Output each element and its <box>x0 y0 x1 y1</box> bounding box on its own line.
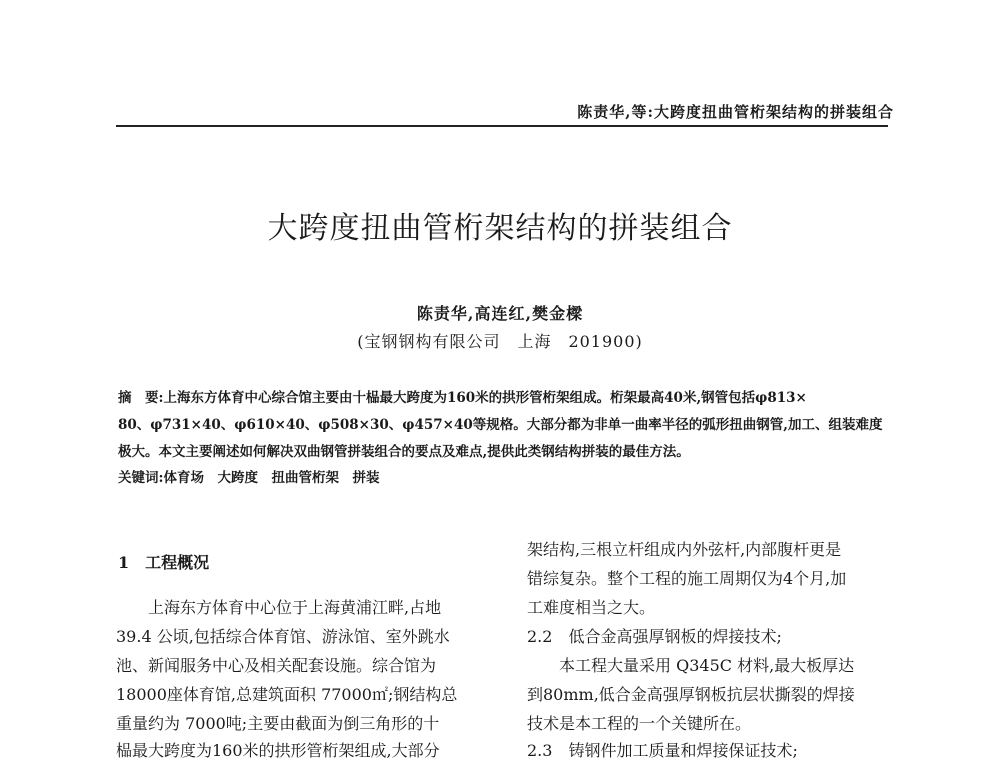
abstract-line-1: 摘 要:上海东方体育中心综合馆主要由十榀最大跨度为160米的拱形管桁架组成。桁架最高40米,钢管包括φ813× <box>118 390 807 406</box>
abstract-line-3: 极大。本文主要阐述如何解决双曲钢管拼装组合的要点及难点,提供此类钢结构拼装的最佳方法。 <box>118 444 690 460</box>
subsection-heading: 2.3 铸钢件加工质量和焊接保证技术; <box>527 741 798 760</box>
author-list: 陈责华,高连红,樊金樑 <box>416 304 584 323</box>
section-heading-1: 1 工程概况 <box>118 553 210 572</box>
left-text-line: 上海东方体育中心位于上海黄浦江畔,占地 <box>116 598 442 617</box>
abstract-line-2: 80、φ731×40、φ610×40、φ508×30、φ457×40等规格。大部分都为非单一曲率半径的弧形扭曲钢管,加工、组装难度 <box>118 417 883 433</box>
header-rule <box>116 125 888 127</box>
left-text-line: 池、新闻服务中心及相关配套设施。综合馆为 <box>116 656 437 675</box>
running-header: 陈责华,等:大跨度扭曲管桁架结构的拼装组合 <box>577 103 894 121</box>
affiliation: (宝钢钢构有限公司 上海 201900) <box>357 332 643 351</box>
left-text-line: 榀最大跨度为160米的拱形管桁架组成,大部分 <box>116 741 440 760</box>
left-text-line: 18000座体育馆,总建筑面积 77000㎡;钢结构总 <box>116 685 458 704</box>
right-text-line: 本工程大量采用 Q345C 材料,最大板厚达 <box>527 656 855 675</box>
left-text-line: 重量约为 7000吨;主要由截面为倒三角形的十 <box>116 714 440 733</box>
subsection-heading: 2.2 低合金高强厚钢板的焊接技术; <box>527 627 782 646</box>
paper-title: 大跨度扭曲管桁架结构的拼装组合 <box>267 211 733 246</box>
right-text-line: 工难度相当之大。 <box>527 598 656 617</box>
right-text-line: 到80mm,低合金高强厚钢板抗层状撕裂的焊接 <box>527 685 855 704</box>
right-text-line: 错综复杂。整个工程的施工周期仅为4个月,加 <box>527 569 847 588</box>
right-text-line: 架结构,三根立杆组成内外弦杆,内部腹杆更是 <box>527 540 842 559</box>
keywords: 关键词:体育场 大跨度 扭曲管桁架 拼装 <box>118 470 380 486</box>
right-text-line: 技术是本工程的一个关键所在。 <box>527 714 752 733</box>
left-text-line: 39.4 公顷,包括综合体育馆、游泳馆、室外跳水 <box>116 627 450 646</box>
